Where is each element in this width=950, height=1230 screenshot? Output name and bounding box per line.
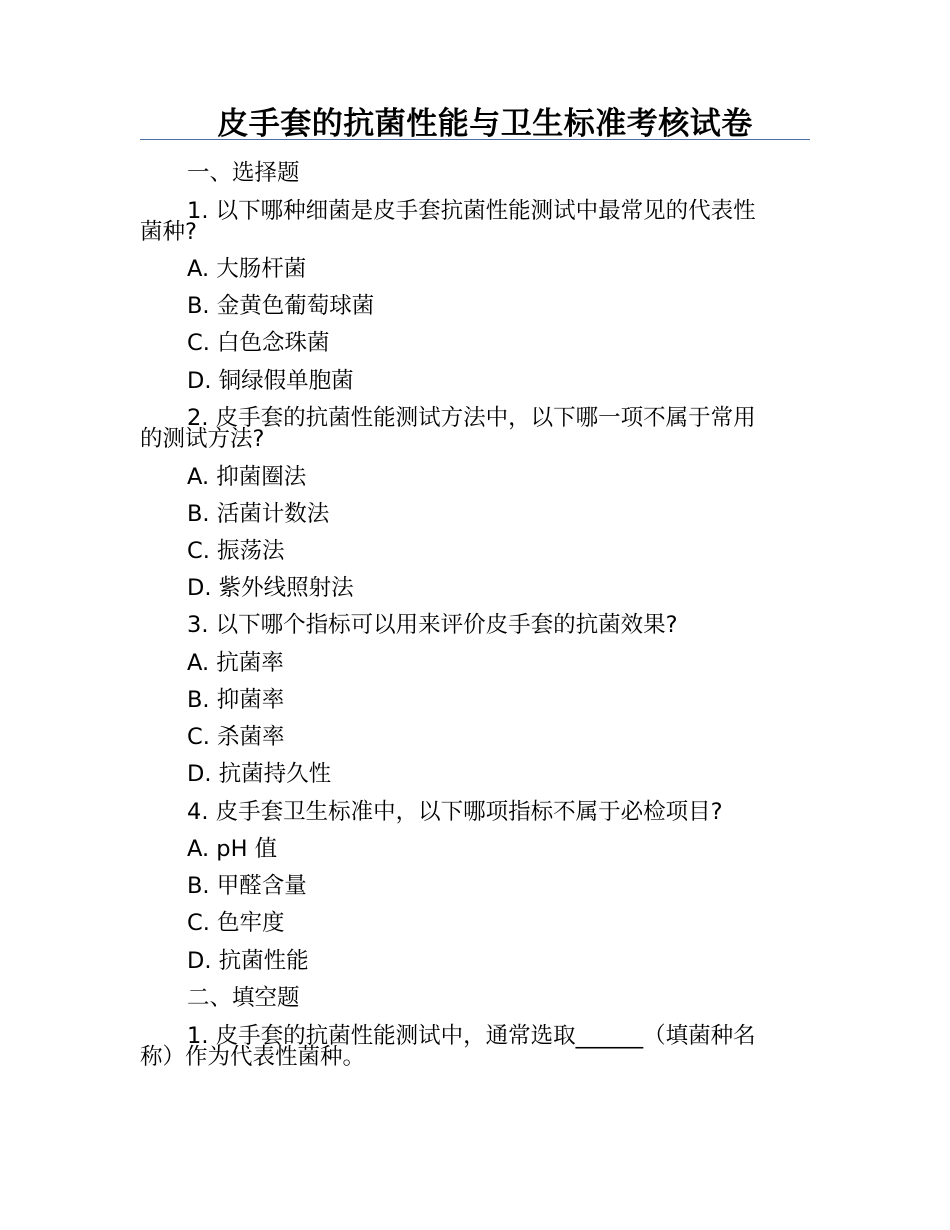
question-3: 3. 以下哪个指标可以用来评价皮手套的抗菌效果? [187, 612, 678, 638]
question-1-option-d: D. 铜绿假单胞菌 [187, 368, 354, 394]
question-2-line-1: 2. 皮手套的抗菌性能测试方法中，以下哪一项不属于常用 [187, 405, 756, 431]
question-1-option-c: C. 白色念珠菌 [187, 330, 330, 356]
title-underline [140, 139, 810, 140]
question-4-option-d: D. 抗菌性能 [187, 948, 309, 974]
question-1-option-b: B. 金黄色葡萄球菌 [187, 293, 375, 319]
question-3-option-d: D. 抗菌持久性 [187, 761, 332, 787]
question-3-option-c: C. 杀菌率 [187, 724, 285, 750]
fill-question-1-line-2: 称）作为代表性菌种。 [140, 1044, 366, 1070]
question-2-option-a: A. 抑菌圈法 [187, 464, 307, 490]
question-1-line-1: 1. 以下哪种细菌是皮手套抗菌性能测试中最常见的代表性 [187, 198, 756, 224]
section-heading-fill: 二、填空题 [187, 985, 300, 1011]
question-1-line-2: 菌种? [140, 219, 197, 245]
question-4-option-a: A. pH 值 [187, 836, 278, 862]
question-4-option-c: C. 色牢度 [187, 910, 285, 936]
question-2-option-b: B. 活菌计数法 [187, 501, 330, 527]
question-3-option-b: B. 抑菌率 [187, 687, 285, 713]
question-2-line-2: 的测试方法? [140, 426, 265, 452]
fill-question-1-line-1: 1. 皮手套的抗菌性能测试中，通常选取______（填菌种名 [187, 1023, 756, 1049]
question-3-option-a: A. 抗菌率 [187, 650, 284, 676]
section-heading-choice: 一、选择题 [187, 160, 300, 186]
question-2-option-d: D. 紫外线照射法 [187, 575, 354, 601]
question-4: 4. 皮手套卫生标准中，以下哪项指标不属于必检项目? [187, 799, 723, 825]
question-1-option-a: A. 大肠杆菌 [187, 256, 307, 282]
question-4-option-b: B. 甲醛含量 [187, 873, 307, 899]
question-2-option-c: C. 振荡法 [187, 538, 285, 564]
document-title: 皮手套的抗菌性能与卫生标准考核试卷 [217, 106, 753, 142]
